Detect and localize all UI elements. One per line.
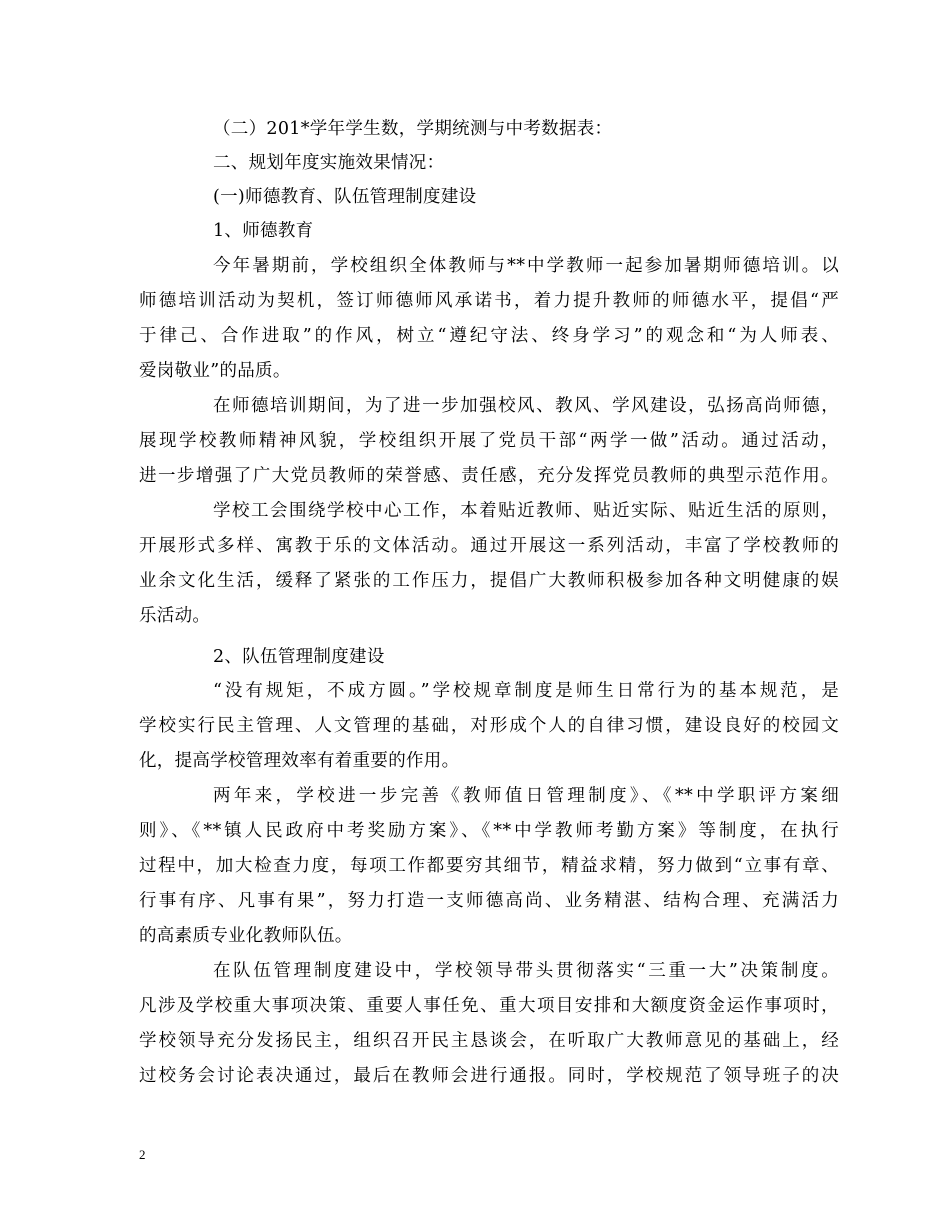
section-heading-implementation: 二、规划年度实施效果情况：: [213, 153, 445, 173]
paragraph-line: 在师德培训期间，为了进一步加强校风、教风、学风建设，弘扬高尚师德，: [213, 396, 839, 416]
paragraph-line: 凡涉及学校重大事项决策、重要人事任免、重大项目安排和大额度资金运作事项时，: [139, 996, 839, 1016]
paragraph-line: 今年暑期前，学校组织全体教师与**中学教师一起参加暑期师德培训。以: [213, 256, 839, 276]
paragraph-line: 师德培训活动为契机，签订师德师风承诺书，着力提升教师的师德水平，提倡“严: [139, 291, 839, 311]
subsection-heading-ethics-education: 1、师德教育: [213, 221, 314, 241]
paragraph-line: 爱岗敬业”的品质。: [139, 361, 291, 381]
paragraph-line: 化，提高学校管理效率有着重要的作用。: [139, 751, 460, 771]
paragraph-line: 进一步增强了广大党员教师的荣誉感、责任感，充分发挥党员教师的典型示范作用。: [139, 466, 839, 486]
paragraph-line: 过程中，加大检查力度，每项工作都要穷其细节，精益求精，努力做到“立事有章、: [139, 856, 839, 876]
subsection-heading-team-management: 2、队伍管理制度建设: [213, 647, 385, 667]
paragraph-line: 乐活动。: [139, 606, 211, 626]
paragraph-line: 学校实行民主管理、人文管理的基础，对形成个人的自律习惯，建设良好的校园文: [139, 716, 839, 736]
paragraph-line: 的高素质专业化教师队伍。: [139, 926, 353, 946]
paragraph-line: 过校务会讨论表决通过，最后在教师会进行通报。同时，学校规范了领导班子的决: [139, 1066, 839, 1086]
section-heading-student-data: （二）201*学年学生数，学期统测与中考数据表：: [213, 119, 613, 139]
paragraph-line: 开展形式多样、寓教于乐的文体活动。通过开展这一系列活动，丰富了学校教师的: [139, 536, 839, 556]
paragraph-line: 于律己、合作进取”的作风，树立“遵纪守法、终身学习”的观念和“为人师表、: [139, 326, 839, 346]
paragraph-line: 则》、《**镇人民政府中考奖励方案》、《**中学教师考勤方案》等制度，在执行: [139, 821, 839, 841]
subsection-heading-ethics-management: (一)师德教育、队伍管理制度建设: [213, 187, 477, 207]
paragraph-line: 两年来，学校进一步完善《教师值日管理制度》、《**中学职评方案细: [213, 786, 839, 806]
paragraph-line: 学校工会围绕学校中心工作，本着贴近教师、贴近实际、贴近生活的原则，: [213, 501, 839, 521]
page-number: 2: [139, 1147, 146, 1162]
paragraph-line: 学校领导充分发扬民主，组织召开民主恳谈会，在听取广大教师意见的基础上，经: [139, 1031, 839, 1051]
paragraph-line: 展现学校教师精神风貌，学校组织开展了党员干部“两学一做”活动。通过活动，: [139, 431, 839, 451]
paragraph-line: 在队伍管理制度建设中，学校领导带头贯彻落实“三重一大”决策制度。: [213, 961, 839, 981]
paragraph-line: “没有规矩，不成方圆。”学校规章制度是师生日常行为的基本规范，是: [213, 681, 839, 701]
paragraph-line: 业余文化生活，缓释了紧张的工作压力，提倡广大教师积极参加各种文明健康的娱: [139, 571, 839, 591]
paragraph-line: 行事有序、凡事有果”，努力打造一支师德高尚、业务精湛、结构合理、充满活力: [139, 891, 839, 911]
